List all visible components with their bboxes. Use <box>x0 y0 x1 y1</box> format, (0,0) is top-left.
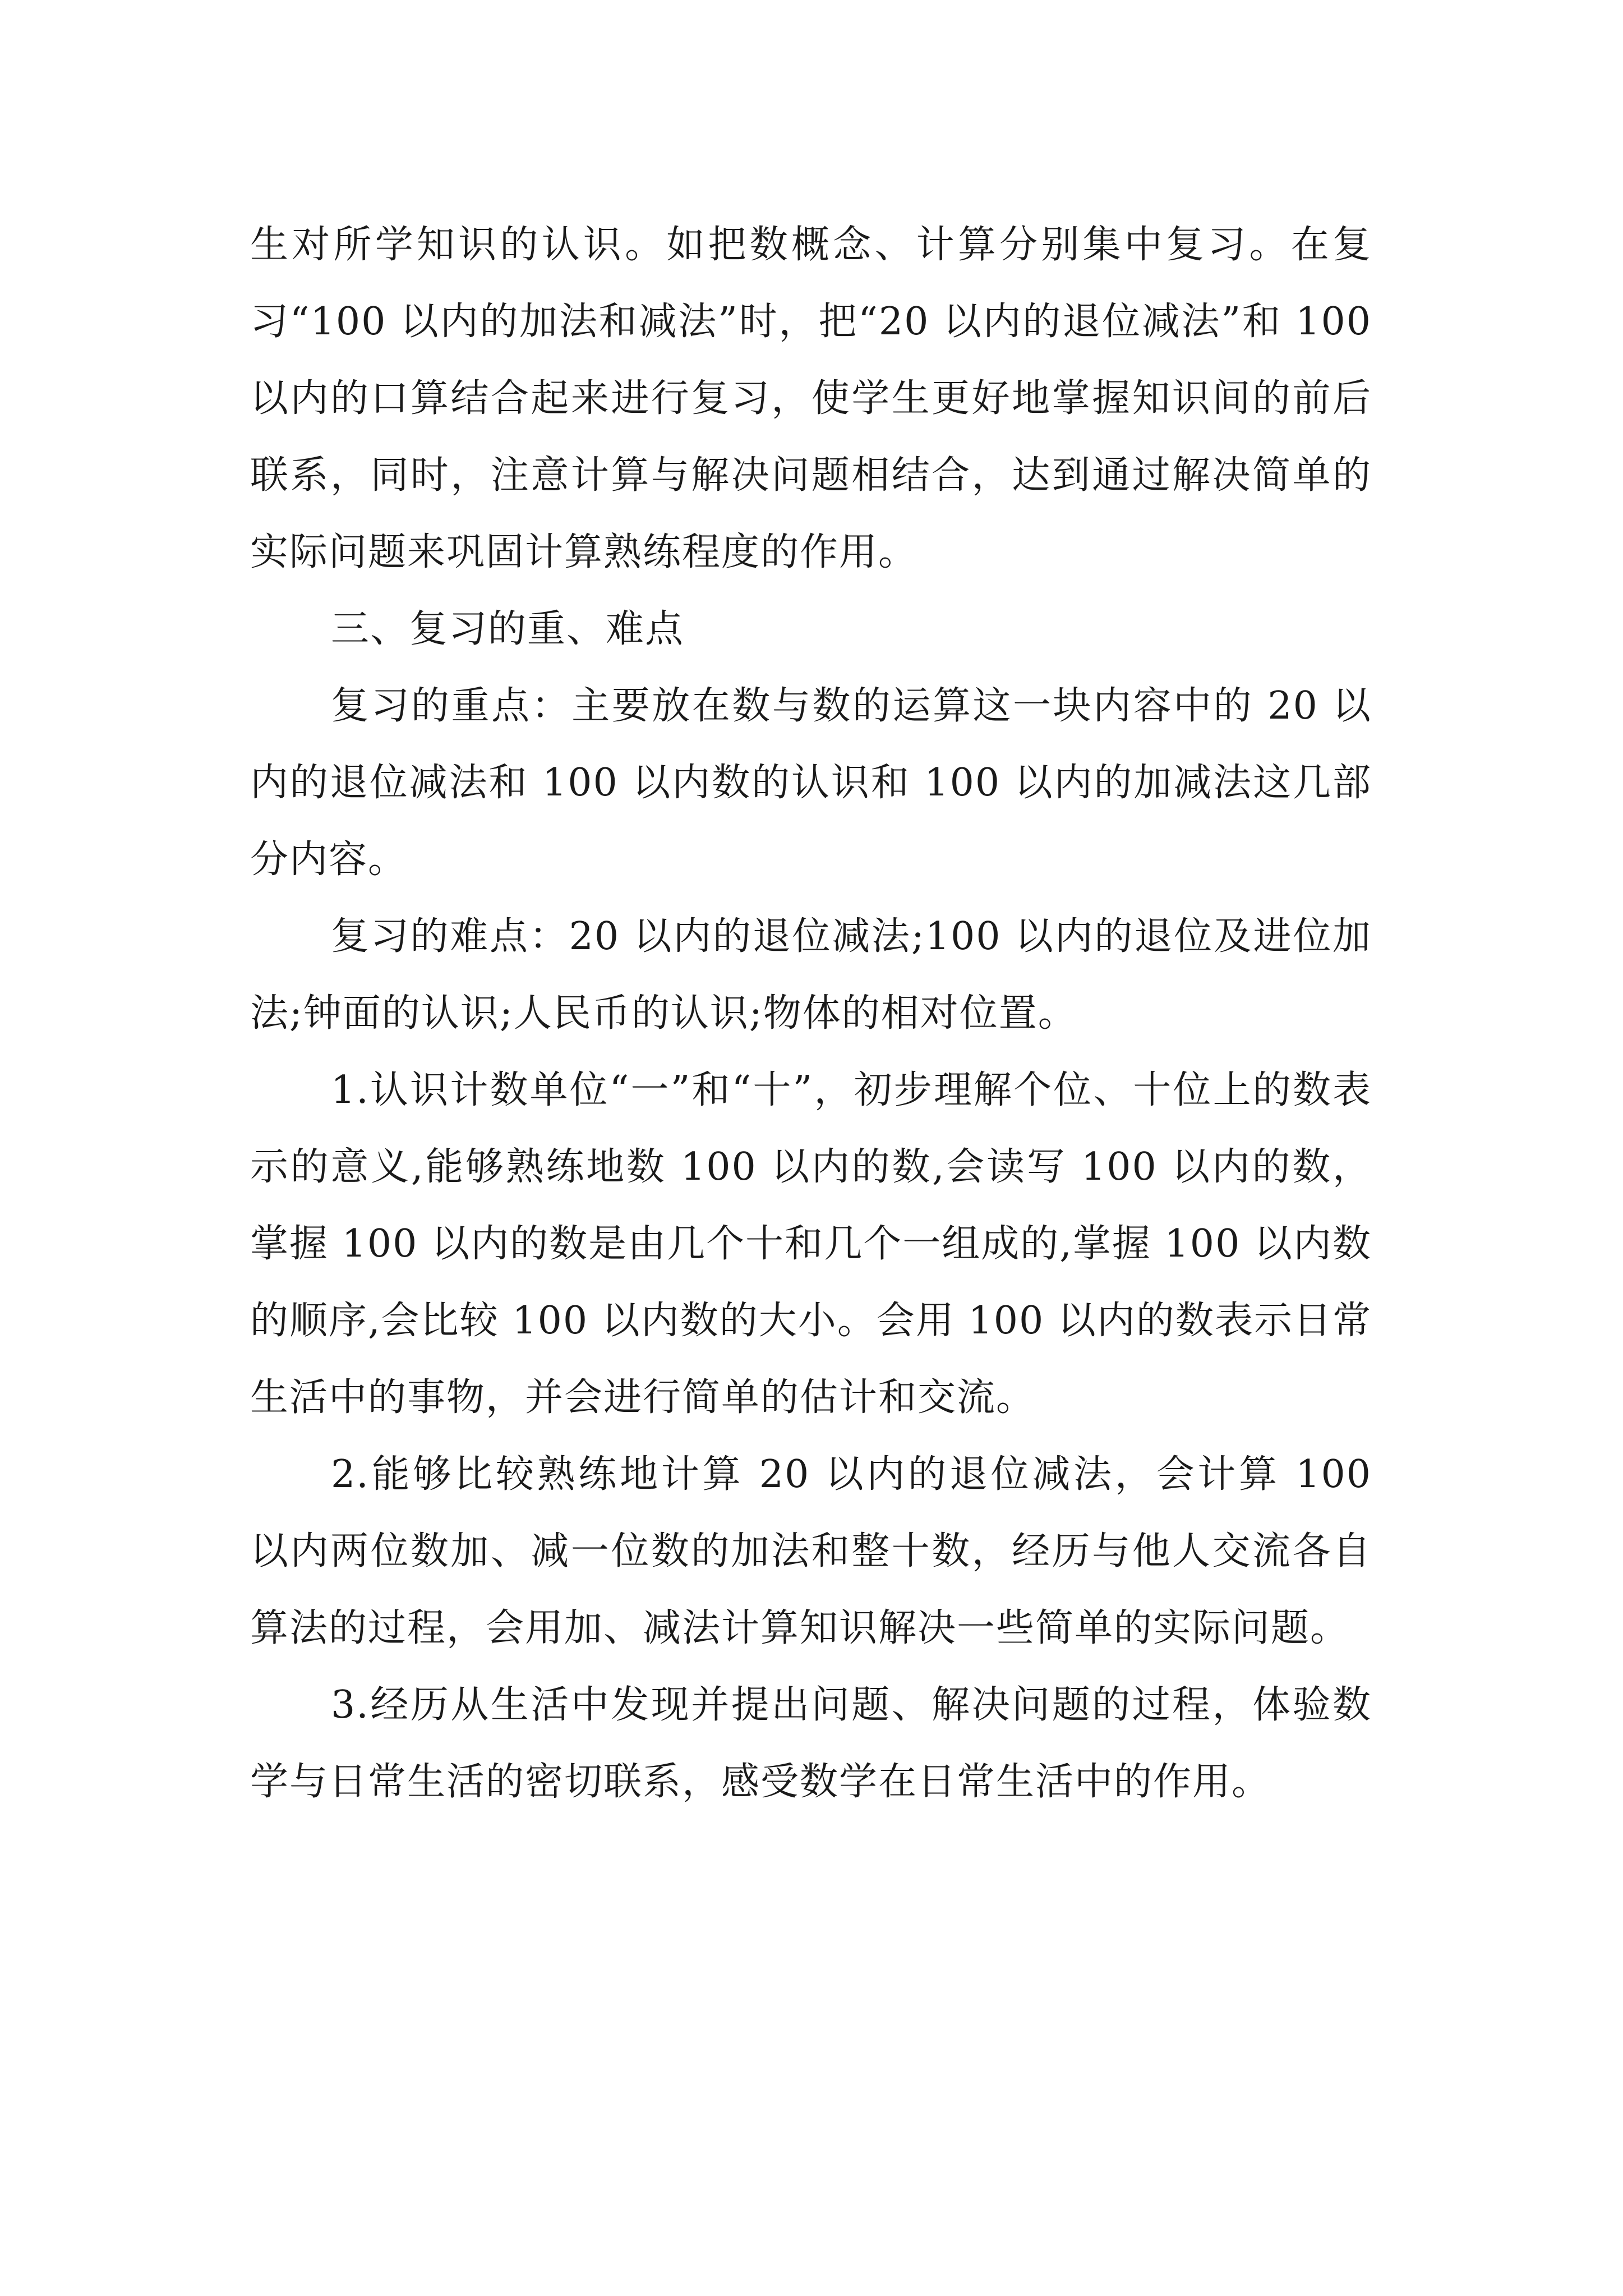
paragraph-difficult-points: 复习的难点：20 以内的退位减法;100 以内的退位及进位加法;钟面的认识;人民币的认识;物体的相对位置。 <box>250 914 1372 1036</box>
paragraph-continuation: 生对所学知识的认识。如把数概念、计算分别集中复习。在复习“100 以内的加法和减法”时，把“20 以内的退位减法”和 100 以内的口算结合起来进行复习，使学生更好地掌握知识间的前后联系，同时，注意计算与解决问题相结合，达到通过解决简单的实际问题来巩固计算熟练程度的作用。 <box>250 223 1385 574</box>
section-heading: 三、复习的重、难点 <box>331 607 685 651</box>
paragraph-key-points: 复习的重点：主要放在数与数的运算这一块内容中的 20 以内的退位减法和 100 以内数的认识和 100 以内的加减法这几部分内容。 <box>250 684 1372 882</box>
list-item-3: 3.经历从生活中发现并提出问题、解决问题的过程，体验数学与日常生活的密切联系，感受数学在日常生活中的作用。 <box>250 1683 1372 1804</box>
list-item-1: 1.认识计数单位“一”和“十”，初步理解个位、十位上的数表示的意义,能够熟练地数 100 以内的数,会读写 100 以内的数，掌握 100 以内的数是由几个十和几个一组成的,掌握 100 以内数的顺序,会比较 100 以内数的大小。会用 100 以内的数表示日常生活中的事物，并会进行简单的估计和交流。 <box>250 1068 1372 1420</box>
document-body <box>250 206 1385 1820</box>
list-item-2: 2.能够比较熟练地计算 20 以内的退位减法，会计算 100 以内两位数加、减一位数的加法和整十数，经历与他人交流各自算法的过程，会用加、减法计算知识解决一些简单的实际问题。 <box>250 1452 1385 1650</box>
